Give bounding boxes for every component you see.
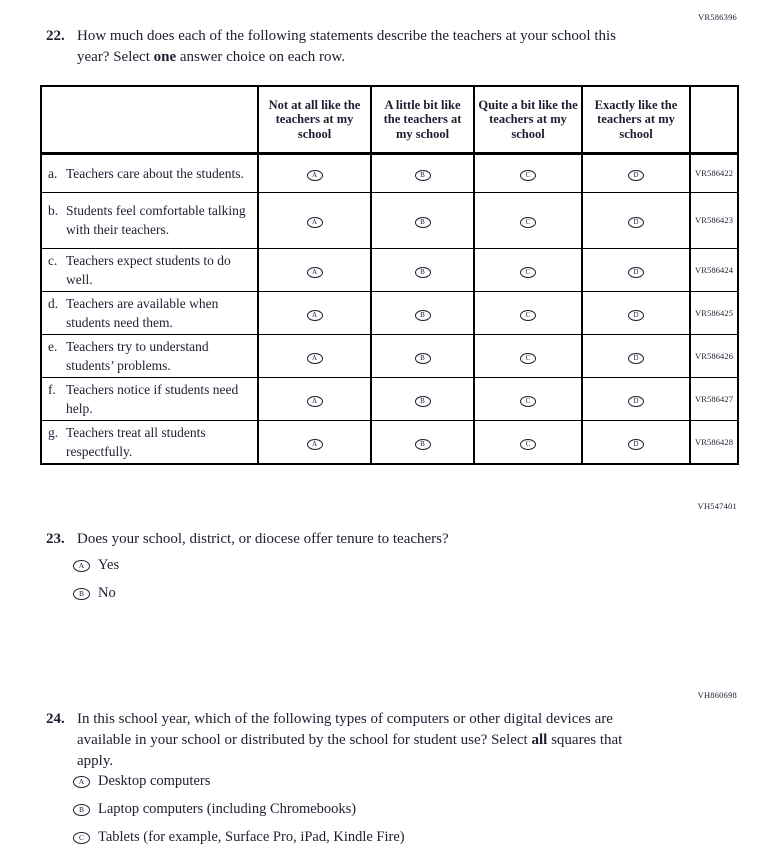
teacher-statements-table	[40, 85, 739, 465]
question-24-prompt-text-after: squares that apply.	[77, 732, 623, 769]
row-letter: d.	[48, 295, 59, 311]
table-row-b	[41, 192, 738, 248]
question-22-number: 22.	[46, 28, 65, 44]
option-bubble-a[interactable]: A	[73, 560, 90, 572]
question-23-number: 23.	[46, 531, 65, 547]
answer-bubble-b[interactable]: B	[415, 396, 431, 407]
answer-bubble-b[interactable]: B	[415, 170, 431, 181]
option-bubble-b[interactable]: B	[73, 804, 90, 816]
row-code: VR586423	[690, 192, 738, 248]
row-letter: g.	[48, 424, 59, 440]
statement-cell	[41, 153, 258, 192]
row-code: VR586428	[690, 420, 738, 464]
table-row-e	[41, 334, 738, 377]
answer-bubble-d[interactable]: D	[628, 267, 644, 278]
row-letter: f.	[48, 381, 56, 397]
option-label: Desktop computers	[98, 773, 211, 789]
q24-option-laptop[interactable]	[73, 801, 356, 818]
answer-bubble-a[interactable]: A	[307, 267, 323, 278]
statement-cell	[41, 334, 258, 377]
answer-bubble-c[interactable]: C	[520, 439, 536, 450]
statement-text: Students feel comfortable talking with their teachers.	[66, 203, 246, 237]
question-24-prompt-bold: all	[531, 732, 548, 748]
column-header-a-little-bit: A little bit like the teachers at my school	[371, 86, 474, 153]
table-corner-cell	[41, 86, 258, 153]
table-code-header-cell	[690, 86, 738, 153]
answer-bubble-b[interactable]: B	[415, 217, 431, 228]
answer-bubble-b[interactable]: B	[415, 267, 431, 278]
option-bubble-c[interactable]: C	[73, 832, 90, 844]
option-bubble-b[interactable]: B	[73, 588, 90, 600]
statement-text: Teachers expect students to do well.	[66, 252, 231, 287]
option-label: Yes	[98, 557, 120, 573]
answer-bubble-c[interactable]: C	[520, 396, 536, 407]
answer-bubble-d[interactable]: D	[628, 353, 644, 364]
statement-cell	[41, 377, 258, 420]
statement-cell	[41, 192, 258, 248]
statement-cell	[41, 291, 258, 334]
answer-bubble-c[interactable]: C	[520, 217, 536, 228]
answer-bubble-a[interactable]: A	[307, 310, 323, 321]
question-22-code: VR586396	[698, 12, 737, 22]
answer-bubble-c[interactable]: C	[520, 310, 536, 321]
table-row-d	[41, 291, 738, 334]
row-letter: b.	[48, 203, 59, 218]
row-letter: e.	[48, 338, 58, 354]
table-row-a	[41, 153, 738, 192]
q24-option-desktop[interactable]	[73, 773, 210, 790]
statement-text: Teachers care about the students.	[66, 165, 244, 181]
row-code: VR586424	[690, 248, 738, 291]
q23-option-yes[interactable]	[73, 557, 119, 574]
row-code: VR586422	[690, 153, 738, 192]
answer-bubble-d[interactable]: D	[628, 310, 644, 321]
statement-text: Teachers try to understand students’ problems.	[66, 338, 209, 373]
column-header-not-at-all: Not at all like the teachers at my school	[258, 86, 371, 153]
question-24-code: VH860698	[697, 690, 737, 700]
row-letter: a.	[48, 165, 58, 181]
answer-bubble-d[interactable]: D	[628, 396, 644, 407]
answer-bubble-c[interactable]: C	[520, 353, 536, 364]
question-23	[46, 529, 696, 550]
row-code: VR586426	[690, 334, 738, 377]
statement-text: Teachers are available when students need them.	[66, 295, 219, 330]
question-24-prompt	[77, 709, 641, 772]
answer-bubble-a[interactable]: A	[307, 217, 323, 228]
column-header-quite-a-bit: Quite a bit like the teachers at my school	[474, 86, 582, 153]
question-22-prompt	[77, 26, 652, 68]
answer-bubble-b[interactable]: B	[415, 353, 431, 364]
row-code: VR586427	[690, 377, 738, 420]
question-23-code: VH547401	[697, 501, 737, 511]
answer-bubble-b[interactable]: B	[415, 439, 431, 450]
answer-bubble-c[interactable]: C	[520, 170, 536, 181]
statement-text: Teachers notice if students need help.	[66, 381, 239, 416]
table-row-f	[41, 377, 738, 420]
answer-bubble-d[interactable]: D	[628, 170, 644, 181]
statement-cell	[41, 248, 258, 291]
row-code: VR586425	[690, 291, 738, 334]
answer-bubble-a[interactable]: A	[307, 170, 323, 181]
question-24-number: 24.	[46, 711, 65, 727]
option-label: No	[98, 585, 116, 601]
question-24	[46, 709, 641, 772]
option-bubble-a[interactable]: A	[73, 776, 90, 788]
question-22-prompt-text-after: answer choice on each row.	[176, 49, 346, 65]
q24-option-tablet[interactable]	[73, 829, 405, 846]
option-label: Tablets (for example, Surface Pro, iPad, Kindle Fire)	[98, 829, 405, 845]
table-row-c	[41, 248, 738, 291]
table-row-g	[41, 420, 738, 464]
option-label: Laptop computers (including Chromebooks)	[98, 801, 357, 817]
statement-text: Teachers treat all students respectfully.	[66, 424, 206, 459]
answer-bubble-b[interactable]: B	[415, 310, 431, 321]
question-23-prompt: Does your school, district, or diocese offer tenure to teachers?	[77, 531, 449, 547]
question-22	[46, 26, 652, 68]
answer-bubble-a[interactable]: A	[307, 396, 323, 407]
table-header-row	[41, 86, 738, 153]
column-header-exactly-like: Exactly like the teachers at my school	[582, 86, 690, 153]
statement-cell	[41, 420, 258, 464]
question-22-prompt-text: How much does each of the following statements describe the teachers at your school this year? Select	[77, 28, 617, 65]
question-24-prompt-text: In this school year, which of the following types of computers or other digital devices are available in your school or distributed by the school for student use? Select	[77, 711, 613, 748]
answer-bubble-c[interactable]: C	[520, 267, 536, 278]
answer-bubble-d[interactable]: D	[628, 217, 644, 228]
answer-bubble-a[interactable]: A	[307, 439, 323, 450]
row-letter: c.	[48, 252, 58, 268]
answer-bubble-d[interactable]: D	[628, 439, 644, 450]
question-22-prompt-bold: one	[153, 49, 177, 65]
answer-bubble-a[interactable]: A	[307, 353, 323, 364]
q23-option-no[interactable]	[73, 585, 116, 602]
